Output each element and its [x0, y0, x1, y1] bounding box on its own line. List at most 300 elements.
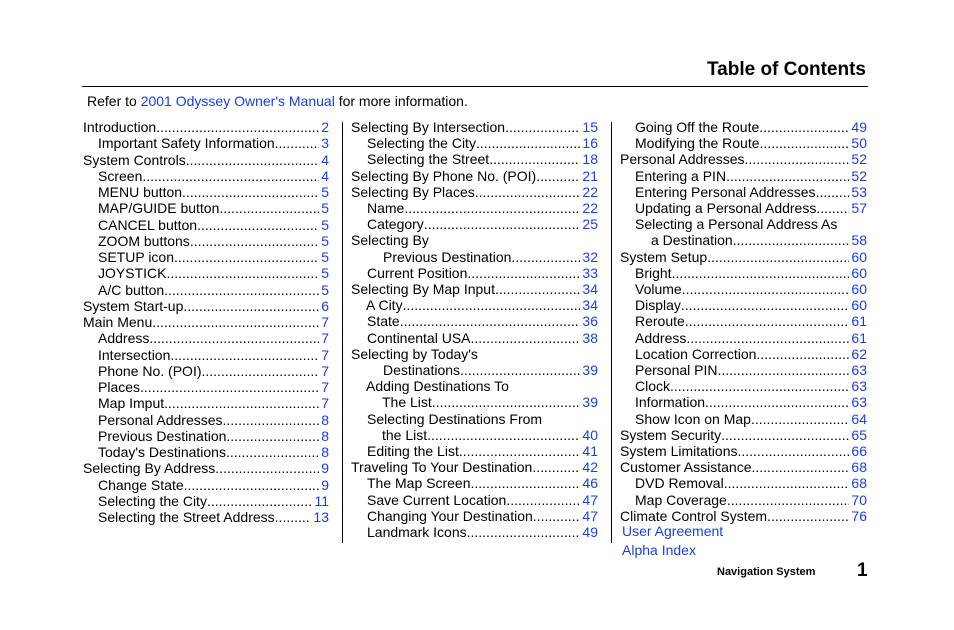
- dot-leader: [533, 508, 581, 525]
- toc-entry-page-link[interactable]: 25: [582, 216, 598, 233]
- toc-entry[interactable]: [367, 524, 598, 541]
- toc-entry-page-link[interactable]: 58: [851, 232, 867, 249]
- toc-entry-label: Selecting By Phone No. (POI): [351, 167, 537, 184]
- dot-leader: [471, 475, 581, 492]
- toc-entry-label: Entering a PIN: [635, 167, 727, 184]
- toc-entry[interactable]: [367, 443, 598, 460]
- toc-entry-page-link[interactable]: 36: [582, 313, 598, 330]
- toc-entry-page-link[interactable]: 5: [321, 281, 329, 298]
- dot-leader: [745, 151, 850, 168]
- dot-leader: [476, 135, 580, 152]
- toc-entry-page-link[interactable]: 38: [582, 329, 598, 346]
- toc-entry-page-link[interactable]: 13: [313, 509, 329, 525]
- toc-entry[interactable]: [367, 135, 598, 152]
- footer-label: Navigation System: [717, 566, 816, 578]
- toc-entry-label: Main Menu: [83, 314, 153, 330]
- toc-entry-label: Entering Personal Addresses: [635, 183, 816, 200]
- toc-entry-label: Previous Destination: [383, 248, 512, 265]
- toc-entry-page-link[interactable]: 60: [851, 264, 867, 281]
- dot-leader: [166, 265, 319, 282]
- toc-entry[interactable]: [635, 362, 867, 379]
- toc-entry-label: Selecting the Street: [367, 151, 490, 168]
- dot-leader: [275, 135, 320, 152]
- dot-leader: [404, 200, 580, 217]
- toc-entry-label: JOYSTICK: [98, 265, 167, 282]
- toc-entry-page-link[interactable]: 39: [582, 394, 598, 411]
- toc-entry[interactable]: [98, 444, 329, 461]
- toc-entry-page-link[interactable]: 63: [851, 362, 867, 378]
- toc-entry[interactable]: [98, 395, 329, 412]
- dot-leader: [207, 493, 313, 510]
- toc-entry-page-link[interactable]: 61: [851, 313, 867, 330]
- dot-leader: [142, 168, 319, 185]
- dot-leader: [707, 249, 849, 266]
- toc-entry-page-link[interactable]: 5: [321, 265, 329, 282]
- toc-entry[interactable]: [98, 184, 329, 201]
- toc-entry-label: The List: [382, 394, 432, 411]
- toc-entry-page-link[interactable]: 32: [582, 248, 598, 265]
- toc-entry-page-link[interactable]: 49: [851, 119, 867, 135]
- toc-entry-label: Name: [367, 200, 405, 216]
- dot-leader: [202, 363, 320, 380]
- toc-entry-label: Continental USA: [367, 329, 471, 346]
- toc-entry-label: Today's Destinations: [98, 444, 226, 460]
- dot-leader: [756, 346, 849, 363]
- toc-entry-page-link[interactable]: 34: [582, 297, 598, 314]
- dot-leader: [511, 249, 580, 266]
- toc-entry-label: a Destination: [651, 232, 733, 249]
- toc-entry[interactable]: [98, 363, 329, 380]
- toc-entry-label: Adding Destinations To: [366, 378, 509, 395]
- dot-leader: [156, 119, 319, 136]
- toc-entry[interactable]: [620, 249, 867, 266]
- toc-entry[interactable]: [98, 428, 329, 445]
- toc-entry-label: Introduction: [83, 119, 157, 135]
- dot-leader: [727, 492, 850, 509]
- dot-leader: [475, 184, 581, 201]
- toc-entry-page-link[interactable]: 22: [582, 183, 598, 200]
- dot-leader: [170, 347, 319, 364]
- dot-leader: [424, 216, 581, 233]
- alpha-index-link[interactable]: Alpha Index: [622, 542, 696, 558]
- toc-entry[interactable]: [635, 184, 867, 201]
- toc-entry-page-link[interactable]: 9: [321, 460, 329, 477]
- header-rule: [82, 86, 868, 87]
- dot-leader: [505, 119, 580, 136]
- user-agreement-link[interactable]: User Agreement: [622, 523, 724, 539]
- dot-leader: [174, 249, 319, 266]
- dot-leader: [816, 184, 850, 201]
- toc-entry-label: Landmark Icons: [367, 524, 467, 540]
- toc-entry[interactable]: [367, 265, 598, 282]
- toc-entry-label: Customer Assistance: [620, 459, 752, 476]
- toc-entry[interactable]: [382, 394, 598, 411]
- toc-entry[interactable]: [635, 135, 867, 152]
- dot-leader: [164, 282, 319, 299]
- toc-entry[interactable]: [98, 168, 329, 185]
- intro-line: [87, 93, 468, 109]
- dot-leader: [495, 281, 580, 298]
- toc-entry[interactable]: [635, 265, 867, 282]
- toc-entry-label: Address: [98, 330, 150, 347]
- toc-entry[interactable]: [98, 217, 329, 234]
- dot-leader: [190, 233, 319, 250]
- toc-entry[interactable]: [635, 475, 867, 492]
- toc-entry-page-link[interactable]: 5: [321, 200, 329, 217]
- toc-entry: [351, 232, 598, 249]
- toc-entry[interactable]: [367, 475, 598, 492]
- toc-entry[interactable]: [635, 313, 867, 330]
- toc-entry[interactable]: [635, 394, 867, 411]
- toc-entry-page-link[interactable]: 6: [321, 297, 329, 314]
- toc-entry-label: Change State: [98, 476, 184, 493]
- toc-entry: [351, 346, 598, 363]
- toc-entry[interactable]: [383, 249, 598, 266]
- dot-leader: [400, 313, 581, 330]
- toc-entry-page-link[interactable]: 4: [321, 151, 329, 168]
- toc-entry-label: Personal Addresses: [98, 411, 223, 428]
- toc-entry[interactable]: [635, 411, 867, 428]
- toc-entry-label: System Limitations: [620, 443, 738, 459]
- toc-entry-label: Map Coverage: [635, 491, 727, 508]
- toc-entry-page-link[interactable]: 22: [582, 200, 598, 216]
- dot-leader: [724, 475, 850, 492]
- toc-entry-page-link[interactable]: 7: [321, 379, 329, 395]
- dot-leader: [532, 459, 580, 476]
- dot-leader: [427, 427, 580, 444]
- dot-leader: [471, 330, 581, 347]
- toc-entry-label: MAP/GUIDE button: [98, 200, 220, 217]
- toc-entry-label: Changing Your Destination: [367, 507, 533, 524]
- toc-entry[interactable]: [83, 298, 329, 315]
- toc-entry-label: ZOOM buttons: [98, 232, 190, 249]
- toc-entry-label: Intersection: [98, 346, 171, 363]
- toc-entry-label: A/C button: [98, 281, 165, 298]
- toc-entry-label: Selecting By Map Input: [351, 281, 495, 297]
- toc-entry[interactable]: [83, 314, 329, 331]
- toc-entry-label: Location Correction: [635, 345, 757, 362]
- toc-entry-label: Editing the List: [367, 443, 459, 459]
- toc-entry[interactable]: [98, 412, 329, 429]
- dot-leader: [219, 200, 319, 217]
- dot-leader: [506, 492, 580, 509]
- toc-entry-label: Selecting the City: [98, 492, 207, 509]
- toc-entry-page-link[interactable]: 47: [582, 507, 598, 524]
- toc-entry-page-link[interactable]: 5: [321, 249, 329, 265]
- toc-entry-page-link[interactable]: 49: [582, 524, 598, 540]
- toc-entry[interactable]: [366, 297, 598, 314]
- toc-entry-page-link[interactable]: 61: [851, 329, 867, 346]
- dot-leader: [149, 330, 319, 347]
- intro-prefix: Refer to: [87, 93, 141, 109]
- toc-entry-page-link[interactable]: 60: [851, 297, 867, 314]
- toc-entry[interactable]: [98, 379, 329, 396]
- toc-entry-page-link[interactable]: 52: [851, 151, 867, 168]
- dot-leader: [686, 330, 849, 347]
- toc-entry-label: CANCEL button: [98, 216, 198, 233]
- toc-entry-label: Display: [635, 297, 681, 314]
- toc-entry[interactable]: [651, 232, 867, 249]
- toc-entry-label: Information: [635, 394, 706, 411]
- dot-leader: [705, 394, 849, 411]
- toc-entry-page-link[interactable]: 8: [321, 427, 329, 444]
- toc-entry-page-link[interactable]: 60: [851, 248, 867, 265]
- toc-entry-page-link[interactable]: 63: [851, 394, 867, 411]
- toc-entry-page-link[interactable]: 41: [582, 443, 598, 459]
- dot-leader: [164, 395, 319, 412]
- dot-leader: [717, 362, 849, 379]
- toc-entry-page-link[interactable]: 62: [851, 345, 867, 362]
- toc-entry-label: Modifying the Route: [635, 135, 760, 152]
- toc-entry[interactable]: [635, 281, 867, 298]
- column-divider-1: [342, 122, 343, 543]
- toc-entry[interactable]: [367, 508, 598, 525]
- toc-entry-page-link[interactable]: 60: [851, 281, 867, 297]
- toc-entry-page-link[interactable]: 8: [321, 444, 329, 460]
- toc-entry[interactable]: [635, 330, 867, 347]
- toc-entry[interactable]: [635, 492, 867, 509]
- dot-leader: [140, 379, 319, 396]
- toc-entry-page-link[interactable]: 11: [314, 492, 329, 509]
- toc-entry-page-link[interactable]: 47: [582, 491, 598, 508]
- toc-entry[interactable]: [351, 184, 598, 201]
- toc-entry-page-link[interactable]: 9: [321, 476, 329, 493]
- toc-entry-label: Selecting by Today's: [351, 345, 478, 362]
- dot-leader: [685, 313, 850, 330]
- dot-leader: [670, 378, 849, 395]
- toc-entry-label: Save Current Location: [367, 491, 507, 508]
- dot-leader: [183, 298, 319, 315]
- toc-entry[interactable]: [98, 233, 329, 250]
- toc-entry-label: Selecting Destinations From: [367, 410, 543, 427]
- toc-entry[interactable]: [367, 330, 598, 347]
- toc-entry-page-link[interactable]: 3: [321, 135, 329, 152]
- toc-entry-page-link[interactable]: 34: [582, 281, 598, 297]
- toc-entry-page-link[interactable]: 53: [851, 183, 867, 200]
- dot-leader: [432, 394, 581, 411]
- dot-leader: [467, 524, 581, 541]
- toc-entry[interactable]: [635, 346, 867, 363]
- toc-entry-page-link[interactable]: 21: [582, 167, 598, 184]
- toc-entry-page-link[interactable]: 39: [582, 362, 598, 378]
- toc-entry-page-link[interactable]: 5: [321, 184, 329, 200]
- toc-entry-label: the List: [382, 426, 428, 443]
- toc-entry-label: Address: [635, 329, 687, 346]
- dot-leader: [760, 135, 850, 152]
- dot-leader: [759, 119, 849, 136]
- toc-entry-page-link[interactable]: 52: [851, 167, 867, 184]
- toc-entry-label: Clock: [635, 378, 671, 395]
- toc-entry-page-link[interactable]: 18: [582, 151, 598, 168]
- toc-entry-label: SETUP icon: [98, 249, 174, 265]
- toc-entry-page-link[interactable]: 66: [851, 443, 867, 459]
- toc-entry-label: Destinations: [383, 362, 461, 378]
- toc-entry-page-link[interactable]: 65: [851, 426, 867, 443]
- toc-entry-label: DVD Removal: [635, 475, 724, 492]
- toc-entry-label: System Start-up: [83, 297, 184, 314]
- dot-leader: [752, 459, 850, 476]
- dot-leader: [152, 314, 319, 331]
- toc-entry-label: System Security: [620, 426, 722, 443]
- toc-entry[interactable]: [635, 168, 867, 185]
- toc-entry-page-link[interactable]: 7: [321, 362, 329, 379]
- toc-entry-page-link[interactable]: 7: [321, 395, 329, 412]
- toc-entry-label: Show Icon on Map: [635, 410, 751, 427]
- toc-entry[interactable]: [351, 168, 598, 185]
- toc-entry-label: Current Position: [367, 264, 468, 281]
- toc-entry-page-link[interactable]: 70: [851, 491, 867, 508]
- toc-entry-label: Screen: [98, 167, 143, 184]
- toc-entry-label: Selecting the City: [367, 135, 476, 152]
- dot-leader: [721, 427, 849, 444]
- page-title: Table of Contents: [706, 59, 866, 80]
- toc-entry[interactable]: [383, 362, 598, 379]
- toc-entry-label: Places: [98, 379, 141, 395]
- dot-leader: [459, 443, 581, 460]
- toc-entry[interactable]: [98, 200, 329, 217]
- dot-leader: [223, 412, 320, 429]
- toc-entry-label: Climate Control System: [620, 507, 768, 524]
- toc-entry[interactable]: [98, 347, 329, 364]
- toc-entry[interactable]: [98, 265, 329, 282]
- dot-leader: [816, 200, 849, 217]
- toc-entry[interactable]: [98, 249, 329, 266]
- toc-entry[interactable]: [367, 200, 598, 217]
- toc-entry[interactable]: [98, 282, 329, 299]
- dot-leader: [403, 297, 581, 314]
- toc-entry[interactable]: [367, 151, 598, 168]
- toc-entry-page-link[interactable]: 8: [321, 411, 329, 428]
- toc-entry-page-link[interactable]: 63: [851, 378, 867, 395]
- toc-entry[interactable]: [351, 459, 598, 476]
- dot-leader: [215, 460, 319, 477]
- toc-entry-label: Selecting By: [351, 232, 429, 249]
- toc-entry[interactable]: [98, 135, 329, 152]
- toc-entry[interactable]: [635, 297, 867, 314]
- toc-entry: [635, 216, 867, 233]
- dot-leader: [733, 232, 850, 249]
- toc-entry-page-link[interactable]: 68: [851, 475, 867, 492]
- toc-entry-label: Previous Destination: [98, 427, 227, 444]
- toc-entry[interactable]: [382, 427, 598, 444]
- toc-entry-label: Important Safety Information: [98, 135, 275, 152]
- toc-entry-label: Personal PIN: [635, 362, 718, 378]
- toc-entry[interactable]: [83, 460, 329, 477]
- toc-entry-page-link[interactable]: 33: [582, 264, 598, 281]
- toc-entry-label: Selecting By Address: [83, 460, 216, 477]
- toc-entry-label: Selecting By Intersection: [351, 119, 506, 135]
- toc-entry[interactable]: [83, 119, 329, 136]
- dot-leader: [682, 281, 850, 298]
- toc-entry[interactable]: [367, 313, 598, 330]
- dot-leader: [197, 217, 319, 234]
- toc-entry-label: Volume: [635, 281, 682, 297]
- toc-entry[interactable]: [620, 443, 867, 460]
- toc-entry[interactable]: [351, 119, 598, 136]
- toc-entry-page-link[interactable]: 42: [582, 459, 598, 476]
- toc-entry[interactable]: [635, 119, 867, 136]
- toc-entry-page-link[interactable]: 57: [851, 200, 867, 216]
- toc-entry[interactable]: [98, 509, 329, 526]
- dot-leader: [184, 477, 320, 494]
- dot-leader: [672, 265, 850, 282]
- toc-entry[interactable]: [83, 152, 329, 169]
- toc-entry-label: State: [367, 313, 400, 330]
- toc-entry-label: Selecting By Places: [351, 183, 475, 200]
- toc-entry[interactable]: [635, 378, 867, 395]
- toc-entry-page-link[interactable]: 64: [851, 410, 867, 427]
- toc-entry[interactable]: [98, 493, 329, 510]
- toc-entry: [366, 378, 598, 395]
- toc-entry-label: Going Off the Route: [635, 119, 760, 135]
- toc-entry[interactable]: [620, 427, 867, 444]
- toc-entry-label: System Controls: [83, 151, 186, 168]
- toc-entry[interactable]: [635, 200, 867, 217]
- toc-entry-label: Selecting a Personal Address As: [635, 216, 838, 233]
- toc-entry-label: MENU button: [98, 184, 183, 200]
- dot-leader: [767, 508, 849, 525]
- dot-leader: [460, 362, 580, 379]
- dot-leader: [489, 151, 580, 168]
- toc-entry-page-link[interactable]: 46: [582, 475, 598, 492]
- toc-entry[interactable]: [351, 281, 598, 298]
- toc-entry[interactable]: [620, 459, 867, 476]
- dot-leader: [186, 152, 320, 169]
- dot-leader: [536, 168, 580, 185]
- toc-entry-page-link[interactable]: 2: [321, 119, 329, 135]
- toc-entry-page-link[interactable]: 7: [321, 330, 329, 347]
- dot-leader: [681, 297, 850, 314]
- toc-entry[interactable]: [367, 492, 598, 509]
- dot-leader: [182, 184, 319, 201]
- toc-entry-page-link[interactable]: 5: [321, 216, 329, 233]
- toc-entry[interactable]: [98, 477, 329, 494]
- toc-entry-label: Phone No. (POI): [98, 362, 202, 379]
- toc-entry-label: Reroute: [635, 313, 685, 330]
- toc-entry-page-link[interactable]: 76: [851, 507, 867, 524]
- toc-entry-label: Personal Addresses: [620, 151, 745, 168]
- dot-leader: [751, 411, 849, 428]
- toc-entry-page-link[interactable]: 50: [851, 135, 867, 152]
- toc-entry[interactable]: [367, 216, 598, 233]
- toc-entry-label: Map Imput: [98, 395, 165, 412]
- toc-entry-label: Bright: [635, 264, 672, 281]
- toc-entry-page-link[interactable]: 15: [582, 119, 598, 135]
- toc-entry-label: The Map Screen: [367, 475, 471, 492]
- toc-entry-page-link[interactable]: 4: [321, 167, 329, 184]
- dot-leader: [737, 443, 849, 460]
- toc-entry-label: System Setup: [620, 248, 708, 265]
- dot-leader: [726, 168, 849, 185]
- toc-entry-label: Selecting the Street Address: [98, 509, 275, 525]
- dot-leader: [226, 428, 319, 445]
- toc-entry-page-link[interactable]: 16: [582, 135, 598, 152]
- intro-suffix: for more information.: [334, 93, 468, 109]
- toc-entry[interactable]: [98, 330, 329, 347]
- toc-entry: [367, 411, 598, 428]
- toc-entry-page-link[interactable]: 68: [851, 459, 867, 476]
- column-divider-2: [611, 122, 612, 543]
- toc-entry-label: Category: [367, 216, 424, 233]
- toc-entry-page-link[interactable]: 5: [321, 232, 329, 249]
- dot-leader: [467, 265, 580, 282]
- toc-entry-page-link[interactable]: 7: [321, 314, 329, 330]
- owners-manual-link[interactable]: 2001 Odyssey Owner's Manual: [140, 93, 335, 109]
- toc-entry[interactable]: [620, 151, 867, 168]
- toc-entry-page-link[interactable]: 7: [321, 346, 329, 363]
- toc-entry-page-link[interactable]: 40: [582, 426, 598, 443]
- toc-entry-label: A City: [366, 297, 403, 314]
